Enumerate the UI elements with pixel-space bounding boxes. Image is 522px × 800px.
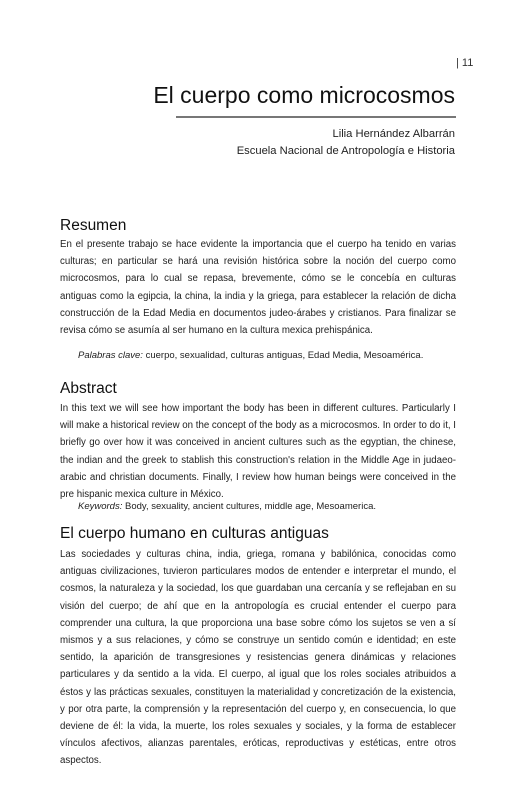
resumen-keywords-label: Palabras clave: <box>78 350 143 361</box>
section-paragraph-cuerpo-humano: Las sociedades y culturas china, india, griega, romana y babilónica, conocidas como antiguas civilizaciones, tuvieron particulares modos de entender e interpretar el mundo, el cosmos, la naturaleza y la sociedad, los que guardaban una cercanía y se reflejaban en su visión del cuerpo; de ahí que en la antropología es crucial entender el cuerpo para comprender una cultura, la que proporciona una base sobre cómo los sujetos se ven a sí mismos y a sus relaciones, y cómo se construye un sentido común e identidad; en este sentido, la aparición de transgresiones y resistencias genera dinámicas y relaciones particulares y da sentido a la vida. El cuerpo, al igual que los roles sociales atribuidos a éstos y las prácticas sexuales, constituyen la materialidad y concretización de la existencia, y por otra parte, la comprensión y la representación del cuerpo y, en consecuencia, lo que deviene de él: la vida, la muerte, los roles sexuales y sociales, y la forma de establecer vínculos afectivos, alianzas parentales, eróticas, reproductivas y estéticas, entre otros aspectos. <box>60 549 456 767</box>
abstract-heading: Abstract <box>60 380 117 397</box>
abstract-keywords-label: Keywords: <box>78 501 123 512</box>
abstract-keywords <box>78 499 458 515</box>
page-number: | 11 <box>456 57 474 69</box>
resumen-paragraph: En el presente trabajo se hace evidente la importancia que el cuerpo ha tenido en varias culturas; en particular se hará una revisión histórica sobre la noción del cuerpo como microcosmos, para lo cual se repasa, brevemente, cómo se le concebía en culturas antiguas como la egipcia, la china, la india y la griega, para establecer la relación de dicha construcción de la Edad Media en documentos judeo-árabes y cristianos. Para finalizar se revisa cómo se asumía al ser humano en la cultura mexica prehispánica. <box>60 239 456 337</box>
article-title: El cuerpo como microcosmos <box>153 82 455 108</box>
resumen-keywords-list: cuerpo, sexualidad, culturas antiguas, Edad Media, Mesoamérica. <box>142 350 424 361</box>
resumen-heading: Resumen <box>60 217 127 234</box>
section-heading-cuerpo-humano: El cuerpo humano en culturas antiguas <box>60 525 329 542</box>
abstract-keywords-list: Body, sexuality, ancient cultures, middle age, Mesoamerica. <box>122 501 376 512</box>
title-underline-rule <box>176 116 456 118</box>
author-name: Lilia Hernández Albarrán <box>332 128 455 140</box>
author-affiliation: Escuela Nacional de Antropología e Historia <box>236 145 455 157</box>
abstract-paragraph: In this text we will see how important the body has been in different cultures. Particularly I will make a historical review on the concept of the body as a microcosmos. In order to do it, I briefly go over how it was conceived in ancient cultures such as the egyptian, the chinese, the indian and the greek to stablish this construction's relation in the Middle Age in judaeo-arabic and christian documents. Finally, I review how human beings were conceived in the pre hispanic mexica culture in México. <box>60 403 456 501</box>
resumen-keywords <box>78 348 458 364</box>
